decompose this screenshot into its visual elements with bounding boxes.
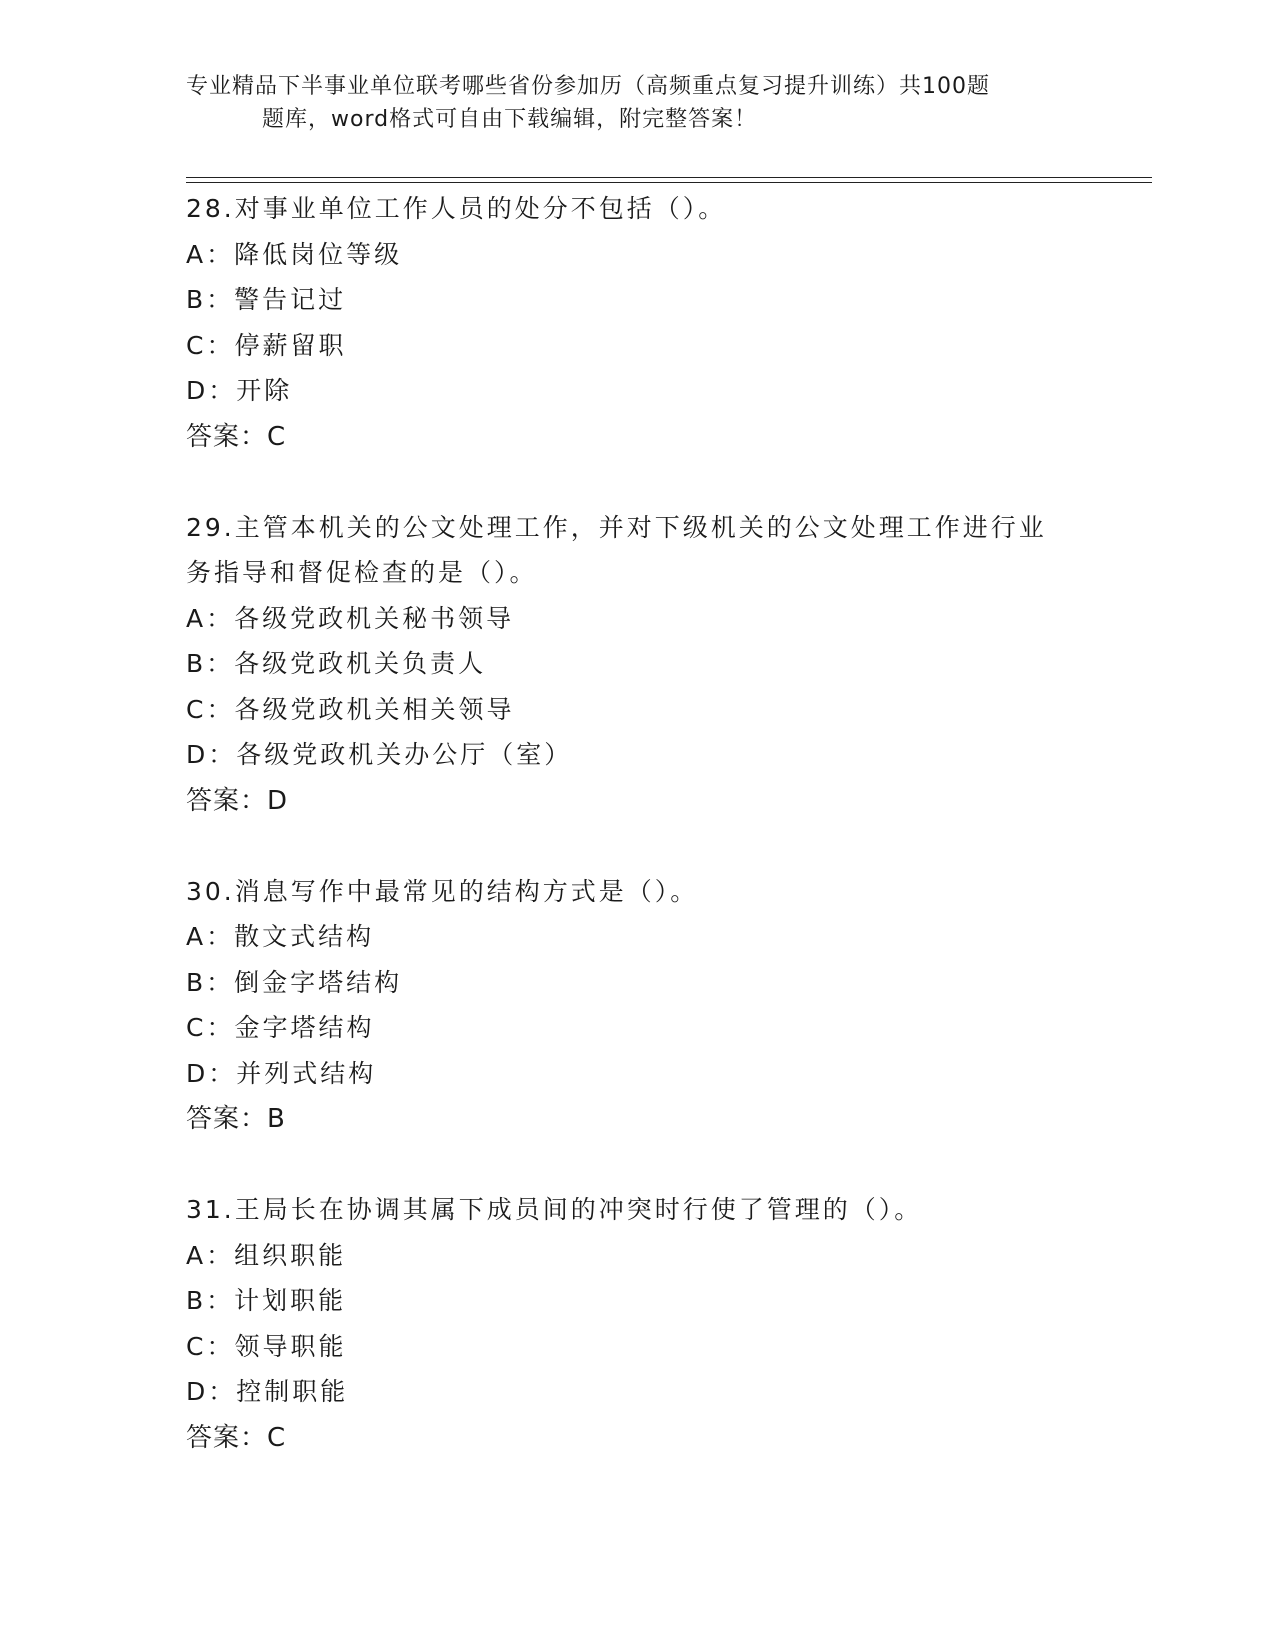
option-d: D：开除 xyxy=(186,376,293,405)
answer-text: 答案：D xyxy=(186,785,289,816)
option-c: C：金字塔结构 xyxy=(186,1013,375,1042)
option-b: B：警告记过 xyxy=(186,285,347,314)
question-stem-line-1: 29.主管本机关的公文处理工作，并对下级机关的公文处理工作进行业 xyxy=(186,512,1047,542)
header-title-line-1: 专业精品下半事业单位联考哪些省份参加历（高频重点复习提升训练）共100题 xyxy=(186,74,990,99)
option-a: A：各级党政机关秘书领导 xyxy=(186,603,515,633)
option-b: B：各级党政机关负责人 xyxy=(186,649,487,678)
option-c: C：停薪留职 xyxy=(186,330,347,360)
document-header xyxy=(186,70,1066,136)
question-stem: 31.王局长在协调其属下成员间的冲突时行使了管理的（）。 xyxy=(186,1195,923,1224)
option-a: A：散文式结构 xyxy=(186,922,375,951)
question-31 xyxy=(186,1187,1086,1461)
answer-text: 答案：C xyxy=(186,421,287,452)
option-b: B：计划职能 xyxy=(186,1286,347,1315)
answer-text: 答案：C xyxy=(186,1422,287,1453)
option-a: A：降低岗位等级 xyxy=(186,239,403,269)
header-divider-bottom xyxy=(186,182,1152,183)
question-stem: 30.消息写作中最常见的结构方式是（）。 xyxy=(186,876,699,906)
question-stem: 28.对事业单位工作人员的处分不包括（）。 xyxy=(186,194,727,223)
question-28 xyxy=(186,186,1086,460)
answer-text: 答案：B xyxy=(186,1104,286,1134)
header-divider-top xyxy=(186,177,1152,178)
option-d: D：各级党政机关办公厅（室） xyxy=(186,740,573,769)
question-list xyxy=(186,186,1086,1506)
option-d: D：控制职能 xyxy=(186,1377,349,1406)
option-c: C：领导职能 xyxy=(186,1331,347,1361)
question-30 xyxy=(186,869,1086,1143)
question-stem-line-2: 务指导和督促检查的是（）。 xyxy=(186,558,538,587)
header-title-line-2: 题库，word格式可自由下载编辑，附完整答案！ xyxy=(262,107,758,132)
option-d: D：并列式结构 xyxy=(186,1058,377,1088)
option-c: C：各级党政机关相关领导 xyxy=(186,694,515,724)
option-b: B：倒金字塔结构 xyxy=(186,967,403,997)
option-a: A：组织职能 xyxy=(186,1240,347,1270)
question-29 xyxy=(186,505,1086,824)
